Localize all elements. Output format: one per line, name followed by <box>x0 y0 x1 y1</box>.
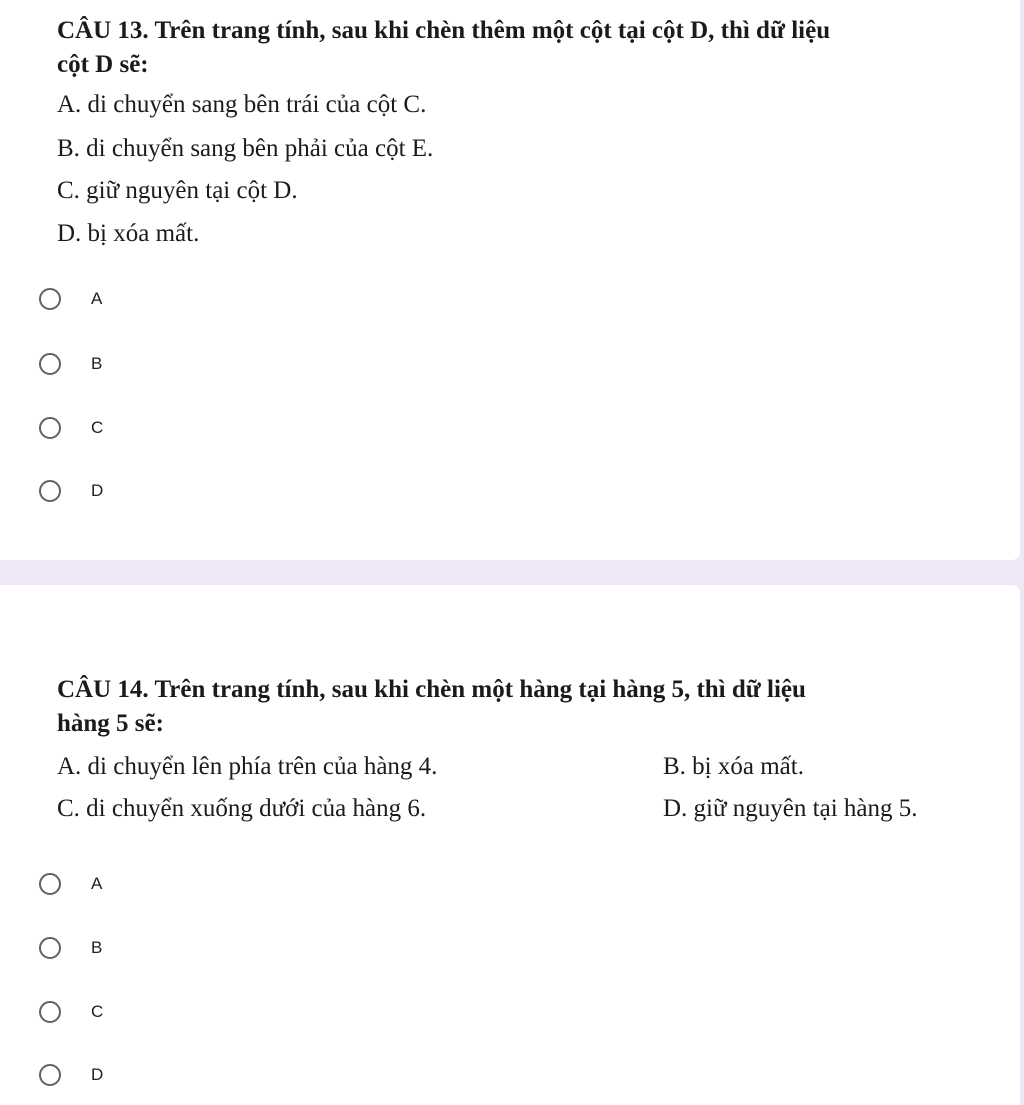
radio-option-d[interactable] <box>36 1060 103 1090</box>
radio-label: B <box>91 354 103 373</box>
radio-label: A <box>91 289 103 308</box>
answer-statement-d: D. bị xóa mất. <box>57 220 200 247</box>
answer-statement-b: B. bị xóa mất. <box>663 753 804 780</box>
radio-option-b[interactable] <box>36 933 102 963</box>
question-title-line: CÂU 13. Trên trang tính, sau khi chèn thêm một cột tại cột D, thì dữ liệu <box>57 17 831 44</box>
question-title-line: hàng 5 sẽ: <box>57 710 164 737</box>
radio-circle-icon[interactable] <box>39 480 61 502</box>
question-title-line: CÂU 14. Trên trang tính, sau khi chèn một hàng tại hàng 5, thì dữ liệu <box>57 676 806 703</box>
radio-label: B <box>91 938 103 957</box>
radio-label: C <box>91 1002 104 1021</box>
radio-circle-icon[interactable] <box>39 937 61 959</box>
answer-statement-c: C. giữ nguyên tại cột D. <box>57 177 298 204</box>
radio-option-c[interactable] <box>36 997 103 1027</box>
radio-option-a[interactable] <box>36 869 102 899</box>
radio-option-a[interactable] <box>36 284 102 314</box>
radio-label: C <box>91 418 104 437</box>
radio-label: A <box>91 874 103 893</box>
question-title <box>57 673 977 741</box>
answer-statement-d: D. giữ nguyên tại hàng 5. <box>663 795 918 822</box>
radio-circle-icon[interactable] <box>39 1001 61 1023</box>
answer-statement-a: A. di chuyển lên phía trên của hàng 4. <box>57 753 438 780</box>
radio-label: D <box>91 481 104 500</box>
radio-circle-icon[interactable] <box>39 873 61 895</box>
answer-statement-c: C. di chuyển xuống dưới của hàng 6. <box>57 795 427 822</box>
question-card-14 <box>0 585 1020 1105</box>
radio-option-b[interactable] <box>36 349 102 379</box>
radio-circle-icon[interactable] <box>39 417 61 439</box>
radio-option-d[interactable] <box>36 476 103 506</box>
radio-label: D <box>91 1065 104 1084</box>
answer-statement-b: B. di chuyển sang bên phải của cột E. <box>57 135 434 162</box>
answer-statement-a: A. di chuyển sang bên trái của cột C. <box>57 91 427 118</box>
radio-option-c[interactable] <box>36 413 103 443</box>
radio-circle-icon[interactable] <box>39 353 61 375</box>
question-title-line: cột D sẽ: <box>57 51 149 78</box>
radio-circle-icon[interactable] <box>39 288 61 310</box>
radio-circle-icon[interactable] <box>39 1064 61 1086</box>
question-title <box>57 14 977 82</box>
